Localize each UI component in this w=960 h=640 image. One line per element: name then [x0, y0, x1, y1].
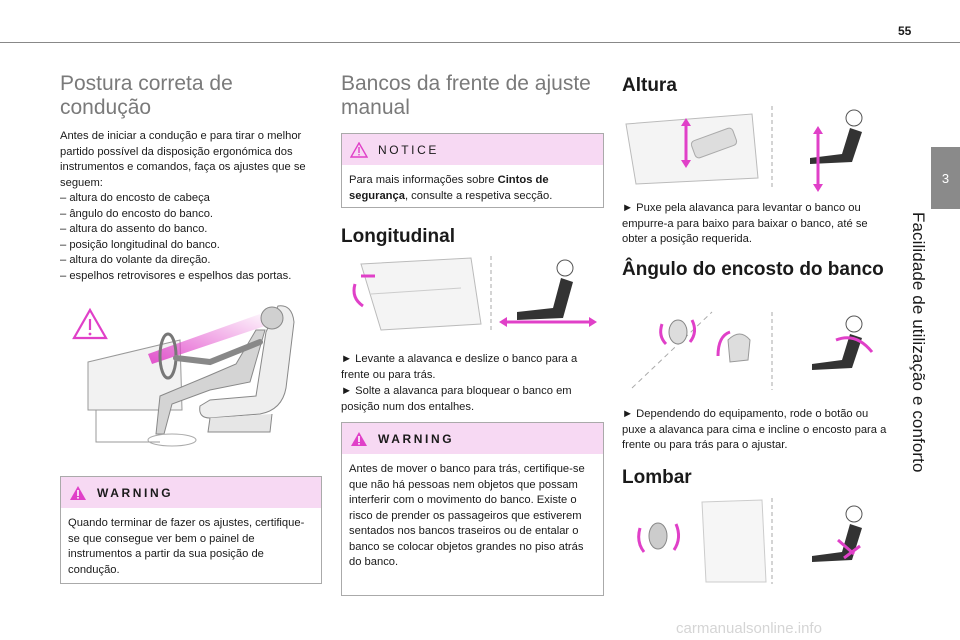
list-item: – espelhos retrovisores e espelhos das portas. [60, 269, 292, 282]
heading-angulo: Ângulo do encosto do banco [622, 259, 884, 280]
heading-altura: Altura [622, 75, 677, 96]
page-number: 55 [898, 24, 912, 38]
column-1 [60, 72, 322, 284]
heading-longitudinal: Longitudinal [341, 226, 455, 247]
longitudinal-illustration [341, 254, 604, 334]
warning-box-seat [341, 422, 604, 596]
list-item: – posição longitudinal do banco. [60, 238, 220, 251]
posture-intro: Antes de iniciar a condução e para tirar o melhor partido possível da disposição ergonómica dos instrumentos e comandos, faça os ajustes que se seguem: [60, 130, 306, 189]
notice-box [341, 133, 604, 208]
seat-belts-link[interactable]: Cintos de segurança [349, 174, 549, 202]
warning-triangle-icon [69, 485, 87, 501]
driver-posture-illustration [60, 292, 322, 460]
list-item: – altura do assento do banco. [60, 223, 208, 235]
list-item: – altura do volante da direção. [60, 254, 211, 266]
angulo-illustration [622, 310, 888, 392]
warning-box-header [342, 423, 603, 454]
longitudinal-step-1: ► Levante a alavanca e deslize o banco para a frente ou para trás. [341, 353, 578, 381]
notice-text-after: , consulte a respetiva secção. [404, 189, 553, 202]
lombar-illustration [622, 496, 888, 586]
warning-box-header [61, 477, 321, 508]
altura-illustration [622, 104, 888, 192]
section-title-posture: Postura correta de condução [60, 72, 233, 119]
posture-list [60, 191, 322, 284]
warning-box-posture [60, 476, 322, 584]
warning-label: WARNING [97, 485, 174, 500]
angulo-text: ► Dependendo do equipamento, rode o botão ou puxe a alavanca para cima e incline o encosto para a frente ou para trás para o ajustar. [622, 408, 887, 451]
column-2 [341, 72, 604, 120]
notice-box-text [342, 165, 603, 212]
footer-watermark: carmanualsonline.info [676, 620, 822, 637]
top-rule [0, 42, 960, 43]
list-item: – ângulo do encosto do banco. [60, 207, 214, 220]
section-title-manual-seats: Bancos da frente de ajuste manual [341, 72, 591, 119]
heading-lombar: Lombar [622, 467, 692, 488]
notice-box-header [342, 134, 603, 165]
notice-triangle-icon [350, 142, 368, 158]
altura-text: ► Puxe pela alavanca para levantar o banco ou empurre-a para baixo para baixar o banco, até se obter a posição requerida. [622, 202, 868, 245]
chapter-title: Facilidade de utilização e conforto [909, 212, 928, 473]
list-item: – altura do encosto de cabeça [60, 192, 210, 204]
notice-label: NOTICE [378, 142, 439, 157]
chapter-tab[interactable]: 3 [931, 147, 960, 209]
notice-text-before: Para mais informações sobre [349, 174, 498, 186]
warning-box-text: Quando terminar de fazer os ajustes, certifique-se que consegue ver bem o painel de instrumentos a partir da sua posição de condução. [68, 517, 305, 576]
warning-box-text: Antes de mover o banco para trás, certifique-se que não há pessoas nem objetos que possam interferir com o movimento do banco. Existe o risco de prender os passageiros que estiverem sentados nos bancos traseiros ou de entalar o banco se colocar objetos grandes no piso atrás do banco. [349, 463, 585, 568]
longitudinal-step-2: ► Solte a alavanca para bloquear o banco em posição num dos entalhes. [341, 385, 572, 413]
warning-triangle-icon [350, 431, 368, 447]
warning-label: WARNING [378, 431, 455, 446]
